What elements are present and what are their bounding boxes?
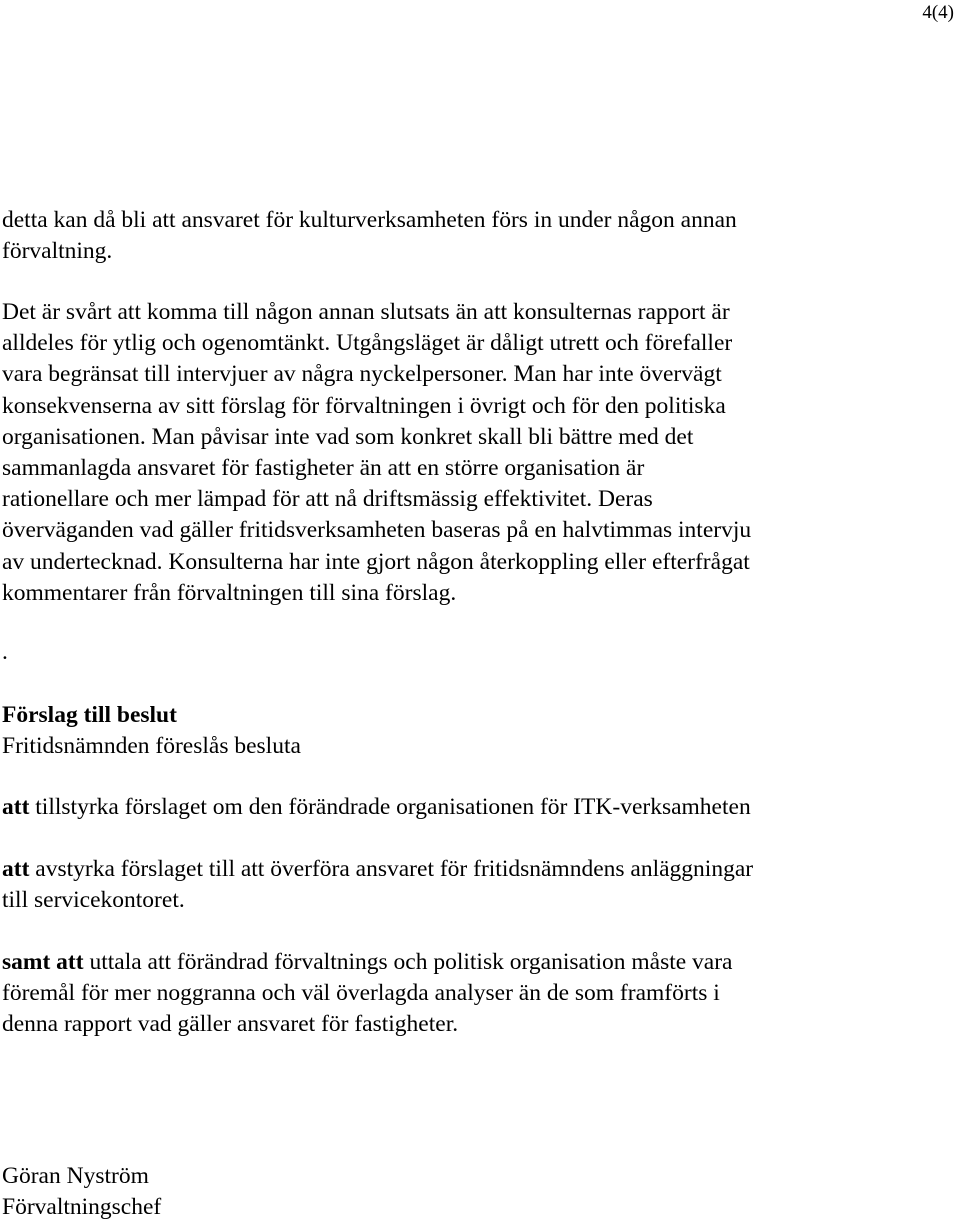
paragraph-continuation (2, 205, 737, 267)
decision-text: föremål för mer noggranna och väl överlagda analyser än de som framförts i (2, 980, 720, 1007)
decision-keyword: att (2, 856, 30, 882)
paragraph-line: kommentarer från förvaltningen till sina förslag. (2, 579, 457, 606)
paragraph-line: förvaltning. (2, 238, 113, 265)
signature-name: Göran Nyström (2, 1163, 149, 1189)
paragraph-line: vara begränsat till intervjuer av några nyckelpersoner. Man har inte övervägt (2, 361, 722, 388)
decision-item (2, 854, 753, 916)
paragraph-line: rationellare och mer lämpad för att nå driftsmässig effektivitet. Deras (2, 486, 653, 513)
decision-item (2, 947, 732, 1041)
paragraph-line: alldeles för ytlig och ogenomtänkt. Utgångsläget är dåligt utrett och förefaller (2, 330, 733, 357)
paragraph-line: organisationen. Man påvisar inte vad som konkret skall bli bättre med det (2, 423, 694, 450)
decision-text: uttala att förändrad förvaltnings och politisk organisation måste vara (83, 949, 733, 975)
decision-item (2, 792, 751, 823)
paragraph-line: överväganden vad gäller fritidsverksamheten baseras på en halvtimmas intervju (2, 517, 752, 544)
proposal-intro: Fritidsnämnden föreslås besluta (2, 733, 301, 759)
decision-text: denna rapport vad gäller ansvaret för fastigheter. (2, 1011, 459, 1038)
paragraph-line: konsekvenserna av sitt förslag för förvaltningen i övrigt och för den politiska (2, 392, 726, 419)
decision-line (2, 854, 753, 885)
assessment-paragraph (2, 297, 751, 609)
section-heading: Förslag till beslut (2, 702, 177, 728)
paragraph-line: av undertecknad. Konsulterna har inte gjort någon återkoppling eller efterfrågat (2, 548, 750, 575)
decision-line (2, 792, 751, 823)
decision-keyword: att (2, 794, 30, 820)
page-number: 4(4) (922, 2, 954, 23)
separator-dot: . (2, 639, 8, 665)
decision-text: till servicekontoret. (2, 887, 185, 914)
decision-text: avstyrka förslaget till att överföra ansvaret för fritidsnämndens anläggningar (29, 856, 754, 882)
paragraph-line: detta kan då bli att ansvaret för kulturverksamheten förs in under någon annan (2, 207, 737, 233)
paragraph-line: Det är svårt att komma till någon annan slutsats än att konsulternas rapport är (2, 299, 730, 325)
decision-text: tillstyrka förslaget om den förändrade organisationen för ITK-verksamheten (29, 794, 751, 820)
paragraph-line: sammanlagda ansvaret för fastigheter än att en större organisation är (2, 455, 645, 482)
decision-line (2, 947, 732, 978)
decision-keyword: samt att (2, 949, 84, 975)
signature-title: Förvaltningschef (2, 1194, 162, 1220)
